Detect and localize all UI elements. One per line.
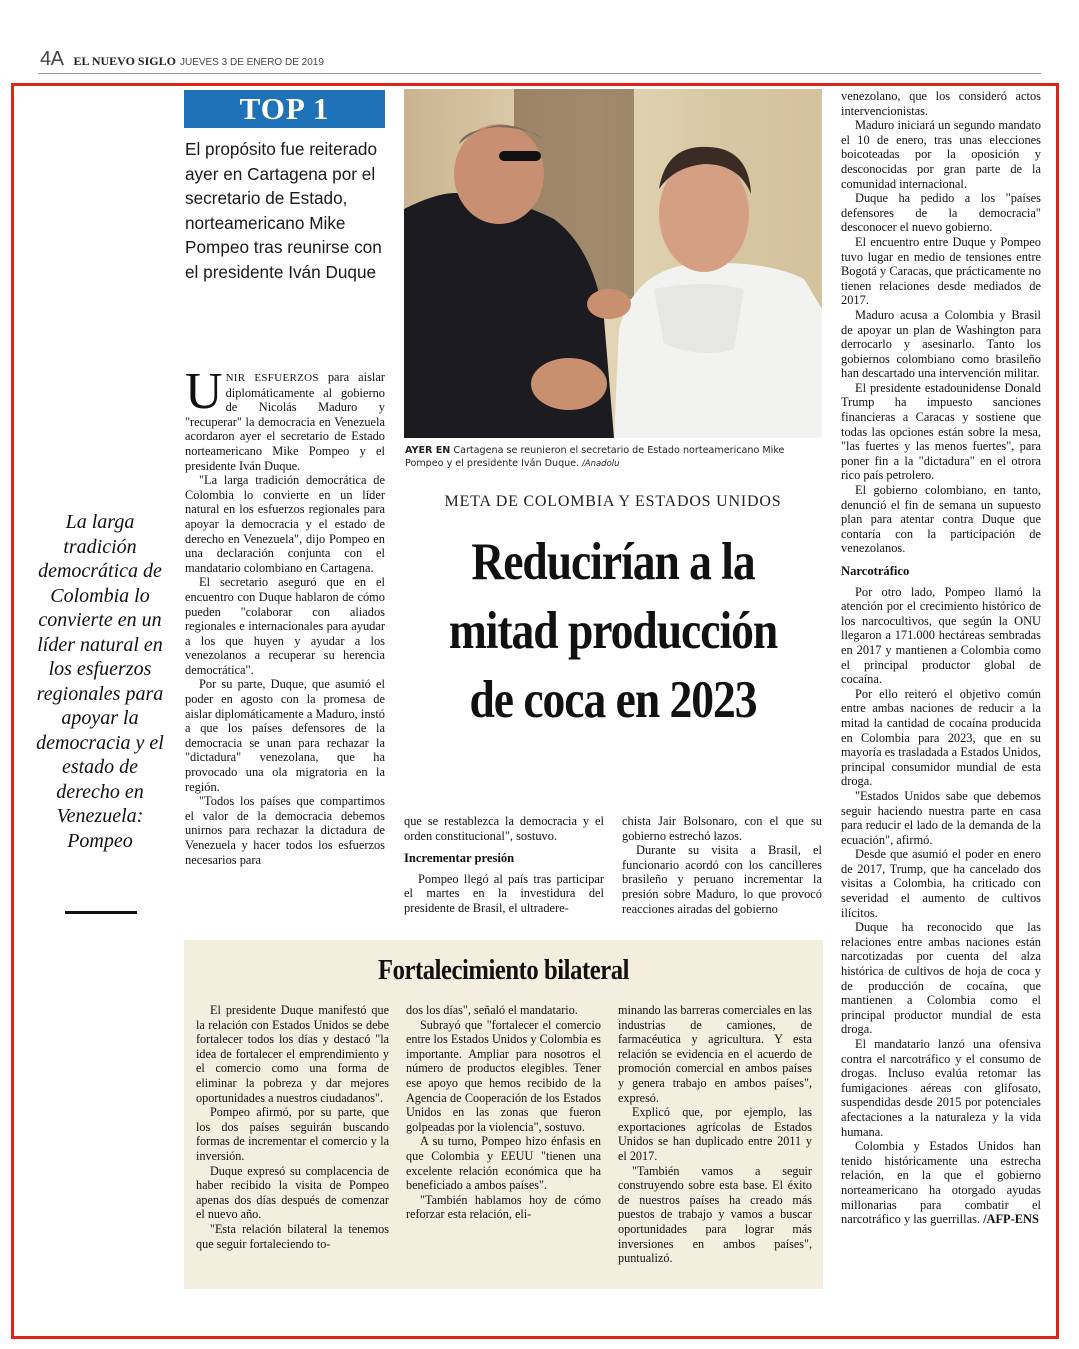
sign-off: /AFP-ENS <box>980 1212 1039 1227</box>
subhead-incrementar: Incrementar presión <box>404 851 515 866</box>
subhead-narcotrafico: Narcotráfico <box>841 564 910 578</box>
paragraph: El secretario aseguró que en el encuentro con Duque hablaron de cómo pueden "colaborar con aliados regionales e internacionales para ayudar a los que huyen y ayudar a los venezolanos a recuperar su herencia democrática". <box>185 575 385 677</box>
paragraph: El presidente Duque manifestó que la relación con Estados Unidos se debe fortalecer todos los días y destacó "la idea de fortalecer el emprendimiento y el comercio como una forma de eliminar la pobreza y dar mejores oportunidades a nuestros ciudadanos". <box>196 1003 389 1105</box>
paragraph: Maduro iniciará un segundo mandato el 10 de enero, tras unas elecciones boicoteadas por la oposición y desconocidas por gran parte de la comunidad internacional. <box>841 118 1041 191</box>
top-badge: TOP 1 <box>184 90 385 128</box>
paragraph: Duque expresó su complacencia de haber recibido la visita de Pompeo apenas dos días después de comenzar el nuevo año. <box>196 1163 389 1222</box>
box-column-2 <box>406 1003 601 1278</box>
paragraph: Durante su visita a Brasil, el funcionario acordó con los cancilleres brasileño y peruano incrementar la presión sobre Maduro, lo que provocó reacciones airadas del gobierno <box>622 843 822 916</box>
paragraph: Por ello reiteró el objetivo común entre ambas naciones de reducir a la mitad la cantidad de cocaína producida en Colombia para 2023, que en su mayoría es trasladada a Estados Unidos, principal consumidor mundial de esta droga. <box>841 686 1041 789</box>
caption-label: AYER EN <box>405 445 451 456</box>
paragraph: Maduro acusa a Colombia y Brasil de apoyar un plan de Washington para derrocarlo y asesinarlo. Tanto los gobiernos colombiano como brasileño han descartado una intervención militar. <box>841 307 1041 381</box>
paragraph: que se restablezca la democracia y el orden constitucional", sostuvo. <box>404 814 604 843</box>
pull-quote-rule <box>65 911 137 914</box>
paragraph: chista Jair Bolsonaro, con el que su gobierno estrechó lazos. <box>622 814 822 843</box>
article-column-1 <box>185 370 385 922</box>
opening-smallcaps: NIR ESFUERZOS <box>225 372 319 384</box>
paragraph: Explicó que, por ejemplo, las exportaciones agrícolas de Estados Unidos se han duplicado entre 2011 y el 2017. <box>618 1105 812 1163</box>
paragraph: El mandatario lanzó una ofensiva contra el narcotráfico y el consumo de drogas. Incluso evalúa retomar las fumigaciones aéreas con glifosato, suspendidas desde 2015 por potenciales afectaciones a la naturaleza y la vida humana. <box>841 1037 1041 1139</box>
paragraph: "La larga tradición democrática de Colombia lo convierte en un líder natural en los esfuerzos regionales para apoyar la democracia y el estado de derecho en Venezuela", dijo Pompeo en una declaración conjunta con el mandatario colombiano en Cartagena. <box>185 473 385 575</box>
paragraph: Duque ha pedido a los "países defensores de la democracia" desconocer el nuevo gobierno. <box>841 191 1041 235</box>
box-column-1 <box>196 1003 389 1278</box>
paragraph: "También hablamos hoy de cómo reforzar esta relación, eli- <box>406 1192 601 1222</box>
pull-quote: La larga tradición democrática de Colombia lo convierte en un líder natural en los esfuerzos regionales para apoyar la democracia y el estado de derecho en Venezuela: Pompeo <box>36 511 164 852</box>
paragraph: venezolano, que los consideró actos intervencionistas. <box>841 89 1041 118</box>
paragraph: A su turno, Pompeo hizo énfasis en que Colombia y EEUU "tienen una excelente relación económica que ha beneficiado a ambos países". <box>406 1134 601 1193</box>
box-title: Fortalecimiento bilateral <box>377 955 630 986</box>
headline: Reducirían a la mitad producción de coca en 2023 <box>448 533 778 729</box>
paragraph: Por su parte, Duque, que asumió el poder en agosto con la promesa de aislar diplomáticamente a Maduro, instó a que los países defensores de la democracia se unan para rechazar la "dictadura" venezolana, que ha provocado una ola migratoria en la región. <box>185 677 385 794</box>
article-column-3 <box>622 814 822 924</box>
paragraph: El encuentro entre Duque y Pompeo tuvo lugar en medio de tensiones entre Bogotá y Caracas, que prácticamente no tienen relaciones desde mediados de 2017. <box>841 234 1041 308</box>
page-number: 4A <box>40 48 64 70</box>
kicker: META DE COLOMBIA Y ESTADOS UNIDOS <box>444 493 782 510</box>
paragraph: El presidente estadounidense Donald Trump ha impuesto sanciones financieras a Caracas y sostiene que todas las opciones están sobre la mesa, "las fuertes y las menos fuertes", para poner fin a la "dictadura" en el otrora rico país petrolero. <box>841 380 1041 483</box>
news-photo <box>404 89 822 438</box>
paragraph: "Todos los países que compartimos el valor de la democracia debemos unirnos para rechazar la dictadura de Venezuela y hacer todos los esfuerzos necesarios para <box>185 794 385 867</box>
paragraph: Duque ha reconocido que las relaciones entre ambas naciones están narcotizadas por cuenta del alza histórica de cultivos de hoja de coca y de producción de cocaína, que mantienen a Colombia como el principal productor mundial de esta droga. <box>841 920 1041 1037</box>
issue-date: JUEVES 3 DE ENERO DE 2019 <box>179 57 324 68</box>
closing-text: Colombia y Estados Unidos han tenido históricamente una estrecha relación, en la que el gobierno norteamericano ha otorgado ayudas millonarias para combatir el narcotráfico y las guerrillas. <box>841 1139 1041 1227</box>
photo-credit: /Anadolu <box>579 459 620 469</box>
page-folio <box>40 48 324 72</box>
opening-text: para aislar diplomáticamente al gobierno de Nicolás Maduro y "recuperar" la democracia en Venezuela acordaron ayer el secretario de Estado norteamericano Mike Pompeo y el presidente Iván Duque. <box>185 370 385 473</box>
paragraph: dos los días", señaló el mandatario. <box>406 1003 578 1017</box>
paragraph: "Esta relación bilateral la tenemos que seguir fortaleciendo to- <box>196 1221 389 1251</box>
caption-text: Cartagena se reunieron el secretario de Estado norteamericano Mike Pompeo y el presidente Iván Duque. <box>405 445 785 469</box>
paragraph <box>841 1139 1041 1227</box>
article-column-2 <box>404 814 604 924</box>
lead-text: El propósito fue reiterado ayer en Cartagena por el secretario de Estado, norteamericano Mike Pompeo tras reunirse con el presidente Iván Duque <box>185 139 382 282</box>
article-opening <box>185 370 385 473</box>
paragraph: minando las barreras comerciales en las industrias de camiones, de farmacéutica y agricultura. Y esta relación se evidencia en el acuerdo de promoción comercial en ambos países y genera trabajo en ambos países", expresó. <box>618 1003 812 1105</box>
folio-rule <box>38 73 1041 74</box>
drop-cap: U <box>185 370 223 420</box>
article-column-right <box>841 89 1041 1294</box>
newspaper-name: EL NUEVO SIGLO <box>73 54 176 68</box>
paragraph: "Estados Unidos sabe que debemos seguir haciendo nuestra parte en casa para reducir el lado de la demanda de la ecuación", afirmó. <box>841 788 1041 847</box>
paragraph: Desde que asumió el poder en enero de 2017, Trump, que ha cancelado dos visitas a Colombia, ha criticado con severidad el aumento de cultivos ilícitos. <box>841 847 1041 920</box>
paragraph: Pompeo afirmó, por su parte, que los dos países seguirán buscando formas de incrementar el comercio y la inversión. <box>196 1105 389 1163</box>
paragraph: Subrayó que "fortalecer el comercio entre los Estados Unidos y Colombia es importante. Ampliar para nosotros el número de productos elegibles. Tener ese apoyo que hemos recibido de la Agencia de Cooperación de los Estados Unidos en las zonas que fueron golpeadas por la violencia", sostuvo. <box>406 1017 601 1134</box>
photo-caption <box>405 444 821 471</box>
box-column-3 <box>618 1003 812 1278</box>
paragraph: El gobierno colombiano, en tanto, denunció el fin de semana un supuesto plan para atentar contra Duque que contaría con la participación de venezolanos. <box>841 483 1041 556</box>
photo-illustration <box>404 89 822 438</box>
paragraph: Pompeo llegó al país tras participar el martes en la investidura del presidente de Brasil, el ultradere- <box>404 871 604 915</box>
paragraph: "También vamos a seguir construyendo sobre esta base. El éxito de nuestros países ha creado más puestos de trabajo y vamos a buscar oportunidades para lograr más inversiones en ambos países", puntualizó. <box>618 1163 812 1266</box>
paragraph: Por otro lado, Pompeo llamó la atención por el crecimiento histórico de los narcocultivos, que según la ONU llegaron a 171.000 hectáreas sembradas en 2017 y mantienen a Colombia como el principal productor global de cocaína. <box>841 584 1041 687</box>
